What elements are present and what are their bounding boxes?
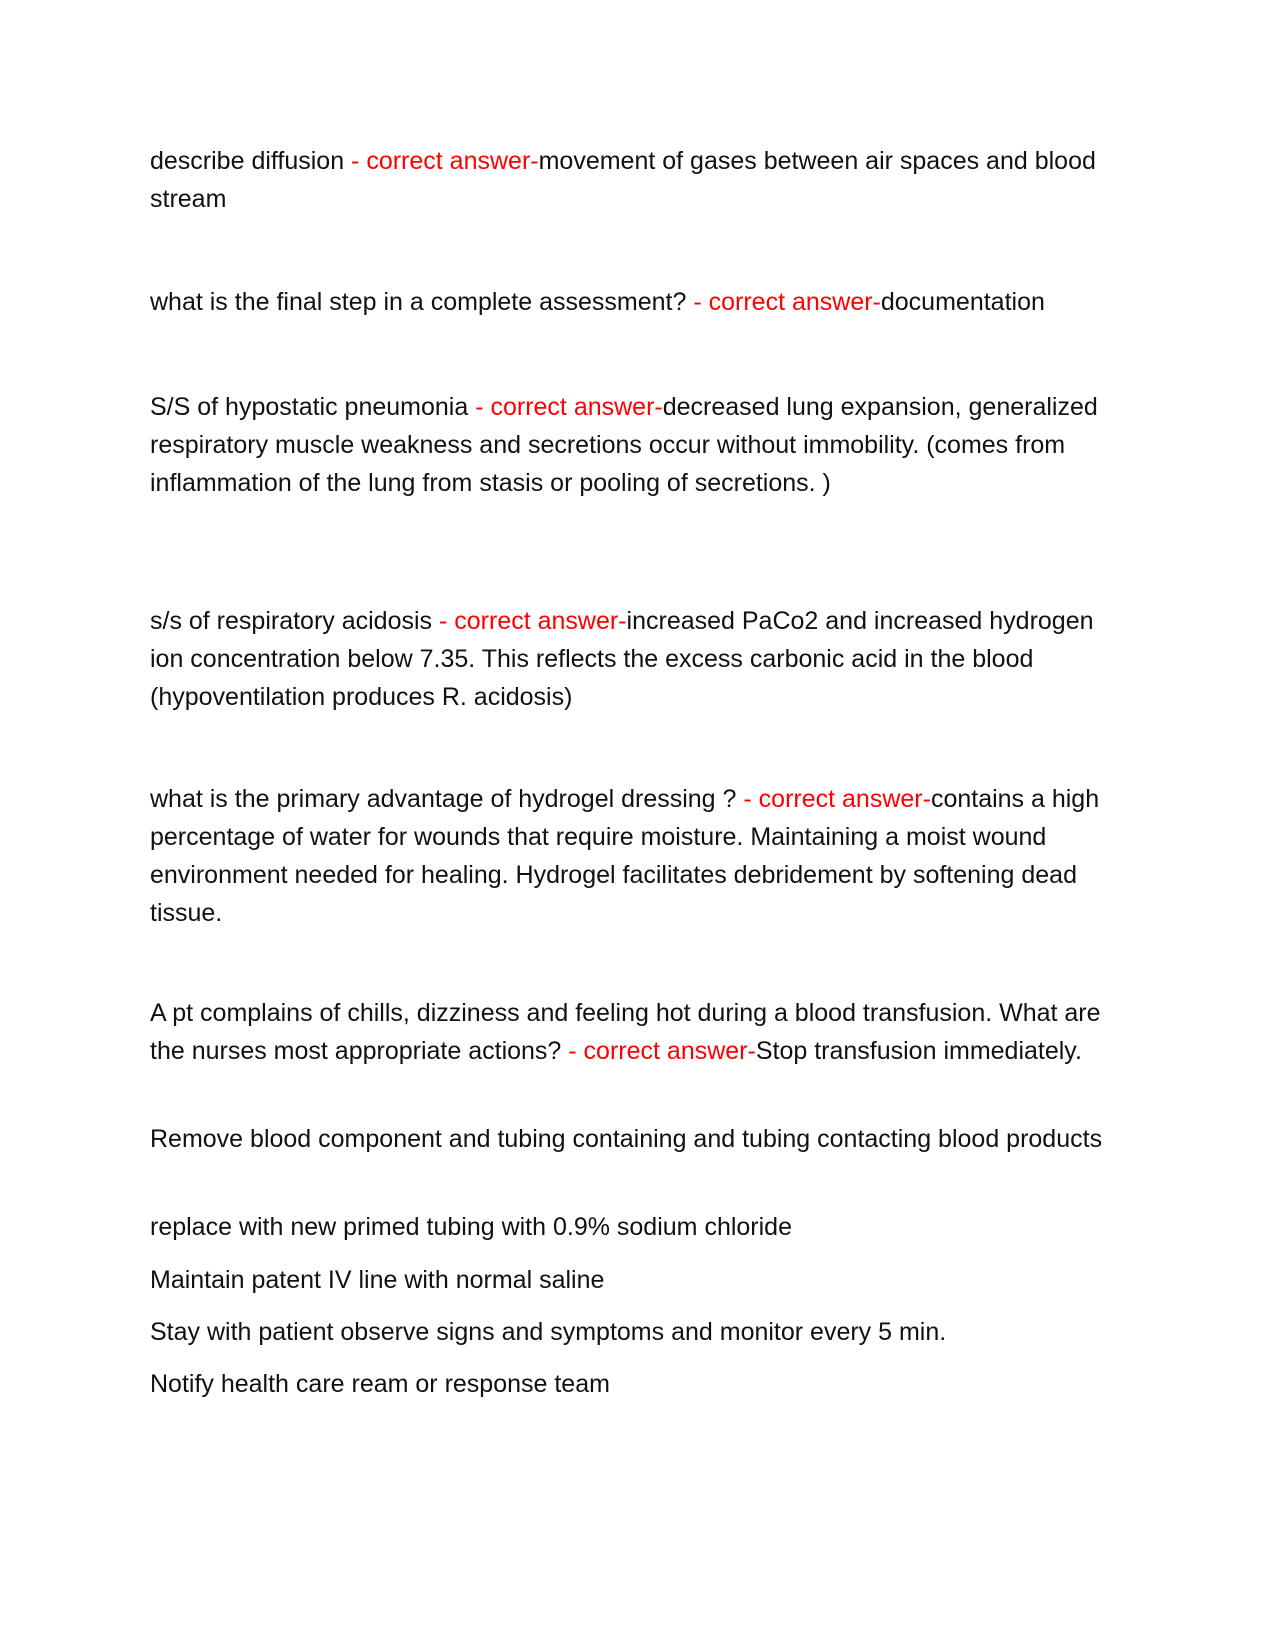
question-text: describe diffusion bbox=[150, 147, 345, 175]
answer-separator: - correct answer- bbox=[686, 288, 881, 316]
question-text: A pt complains of chills, dizziness and feeling hot during a blood transfusion. What are the nurses most appropriate actions? bbox=[150, 999, 1101, 1065]
answer-separator: - correct answer- bbox=[561, 1037, 756, 1065]
answer-text: increased PaCo2 and increased hydrogen ion concentration below 7.35. This reflects the excess carbonic acid in the blood (hypoventilation produces R. acidosis) bbox=[150, 607, 1094, 711]
question-text: what is the primary advantage of hydrogel dressing ? bbox=[150, 785, 737, 813]
answer-text: movement of gases between air spaces and blood stream bbox=[150, 147, 1096, 213]
answer-text: Stop transfusion immediately. bbox=[755, 1037, 1082, 1065]
answer-separator: - correct answer- bbox=[468, 393, 663, 421]
qa-item-blood-transfusion bbox=[150, 994, 1130, 1070]
qa-item-diffusion bbox=[150, 142, 1130, 218]
question-text: S/S of hypostatic pneumonia bbox=[150, 393, 469, 421]
qa-item-respiratory-acidosis bbox=[150, 602, 1130, 716]
answer-text: documentation bbox=[880, 288, 1045, 316]
step-paragraph: Remove blood component and tubing containing and tubing contacting blood products bbox=[150, 1125, 1103, 1153]
qa-item-hydrogel-dressing bbox=[150, 780, 1130, 932]
step-paragraph: Notify health care ream or response team bbox=[150, 1370, 610, 1398]
qa-item-hypostatic-pneumonia bbox=[150, 388, 1130, 502]
question-text: what is the final step in a complete assessment? bbox=[150, 288, 687, 316]
answer-separator: - correct answer- bbox=[736, 785, 931, 813]
qa-item-final-step bbox=[150, 283, 1130, 321]
step-paragraph: Maintain patent IV line with normal saline bbox=[150, 1266, 605, 1294]
answer-separator: - correct answer- bbox=[344, 147, 539, 175]
answer-text: decreased lung expansion, generalized respiratory muscle weakness and secretions occur without immobility. (comes from inflammation of the lung from stasis or pooling of secretions. ) bbox=[150, 393, 1098, 497]
step-paragraph: Stay with patient observe signs and symptoms and monitor every 5 min. bbox=[150, 1318, 947, 1346]
step-paragraph: replace with new primed tubing with 0.9% sodium chloride bbox=[150, 1213, 792, 1241]
answer-text: contains a high percentage of water for wounds that require moisture. Maintaining a moist wound environment needed for healing. Hydrogel facilitates debridement by softening dead tissue. bbox=[150, 785, 1100, 927]
question-text: s/s of respiratory acidosis bbox=[150, 607, 433, 635]
answer-separator: - correct answer- bbox=[432, 607, 627, 635]
